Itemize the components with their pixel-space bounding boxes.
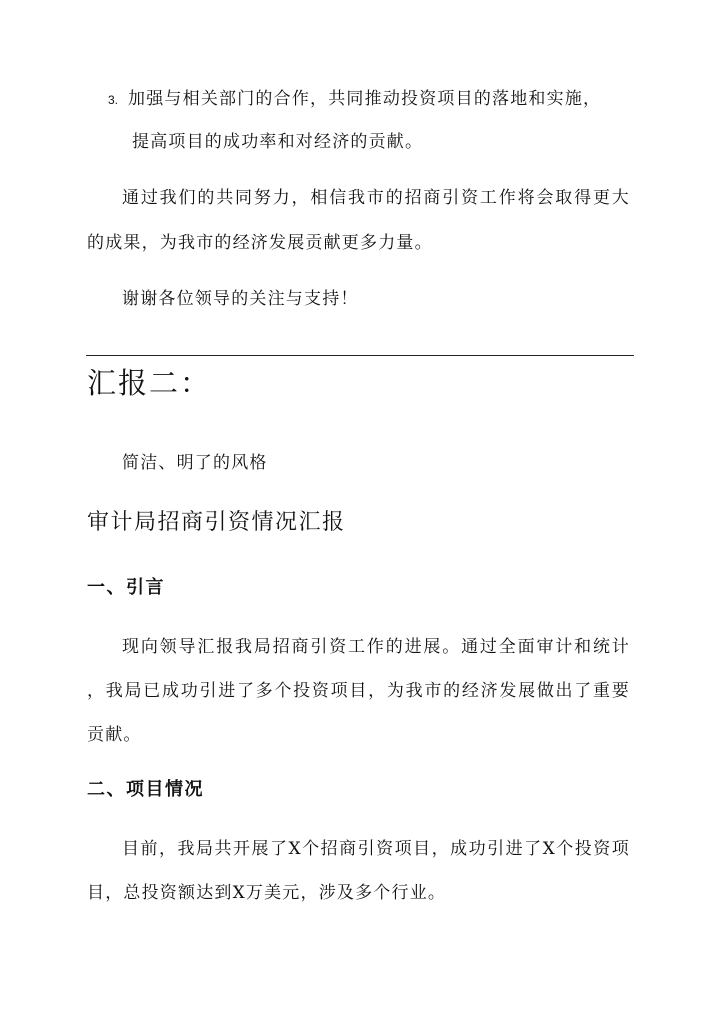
list-item-text: 加强与相关部门的合作，共同推动投资项目的落地和实施， <box>128 89 602 109</box>
paragraph-line: 通过我们的共同努力，相信我市的招商引资工作将会取得更大 <box>122 188 630 208</box>
paragraph-line: ，我局已成功引进了多个投资项目，为我市的经济发展做出了重要 <box>87 681 630 701</box>
report-heading: 汇报二： <box>87 366 212 400</box>
document-title: 审计局招商引资情况汇报 <box>87 510 346 535</box>
list-number: 3. <box>108 93 119 107</box>
paragraph-line: 目，总投资额达到X万美元，涉及多个行业。 <box>87 883 447 903</box>
section-divider <box>86 355 634 356</box>
list-item-3-line-1 <box>108 88 601 111</box>
paragraph-line: 现向领导汇报我局招商引资工作的进展。通过全面审计和统计 <box>122 637 630 657</box>
paragraph-line: 的成果，为我市的经济发展贡献更多力量。 <box>87 233 433 253</box>
style-note: 简洁、明了的风格 <box>122 453 268 473</box>
paragraph-line: 目前，我局共开展了X个招商引资项目，成功引进了X个投资项 <box>122 839 630 859</box>
thanks-line: 谢谢各位领导的关注与支持！ <box>122 289 359 309</box>
section-heading-projects: 二、项目情况 <box>87 779 204 800</box>
list-item-3-line-2: 提高项目的成功率和对经济的贡献。 <box>132 132 424 152</box>
paragraph-line: 贡献。 <box>87 725 142 745</box>
section-heading-intro: 一、引言 <box>87 577 165 598</box>
